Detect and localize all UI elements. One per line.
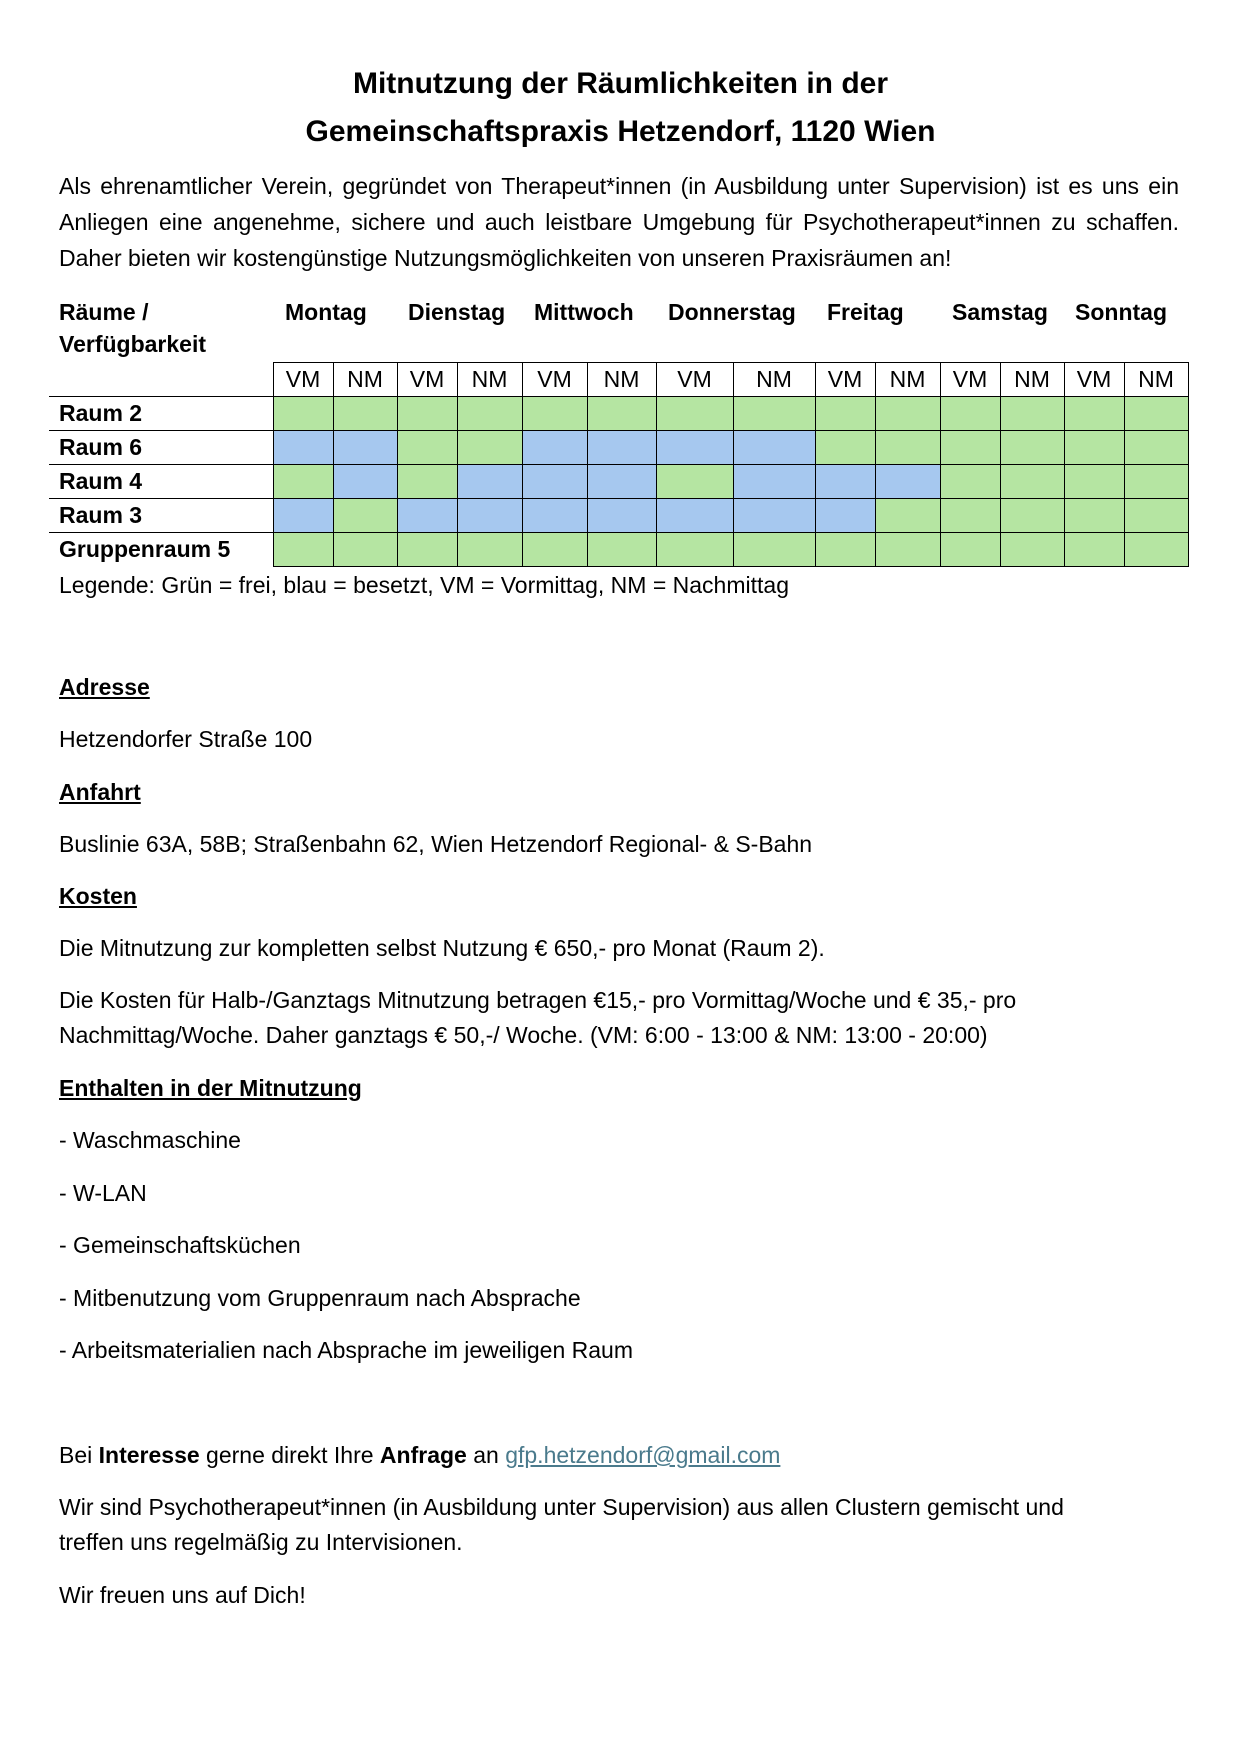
address-heading: Adresse bbox=[59, 674, 150, 700]
half-header-nm: NM bbox=[1000, 363, 1064, 397]
slot-free bbox=[1064, 431, 1124, 465]
slot-free bbox=[940, 465, 1000, 499]
slot-free bbox=[457, 397, 522, 431]
day-header-wednesday: Mittwoch bbox=[534, 299, 634, 325]
day-header-sunday: Sonntag bbox=[1075, 299, 1167, 325]
room-row bbox=[49, 533, 1188, 567]
slot-free bbox=[397, 431, 457, 465]
included-item: - Mitbenutzung vom Gruppenraum nach Absprache bbox=[59, 1285, 581, 1311]
half-header-vm: VM bbox=[1064, 363, 1124, 397]
slot-booked bbox=[522, 499, 587, 533]
included-item: - Arbeitsmaterialien nach Absprache im jeweiligen Raum bbox=[59, 1337, 634, 1363]
directions-text: Buslinie 63A, 58B; Straßenbahn 62, Wien Hetzendorf Regional- & S-Bahn bbox=[59, 831, 813, 857]
slot-booked bbox=[457, 465, 522, 499]
slot-free bbox=[1064, 465, 1124, 499]
slot-free bbox=[1064, 397, 1124, 431]
slot-free bbox=[273, 465, 333, 499]
slot-free bbox=[875, 499, 940, 533]
half-header-vm: VM bbox=[656, 363, 733, 397]
included-item: - W-LAN bbox=[59, 1180, 147, 1206]
table-legend: Legende: Grün = frei, blau = besetzt, VM = Vormittag, NM = Nachmittag bbox=[59, 572, 789, 598]
address-text: Hetzendorfer Straße 100 bbox=[59, 726, 313, 752]
slot-free bbox=[1124, 533, 1188, 567]
room-label: Raum 2 bbox=[49, 397, 273, 431]
slot-free bbox=[1124, 397, 1188, 431]
slot-booked bbox=[656, 431, 733, 465]
slot-free bbox=[1000, 465, 1064, 499]
slot-free bbox=[273, 397, 333, 431]
slot-booked bbox=[397, 499, 457, 533]
slot-free bbox=[457, 431, 522, 465]
contact-line bbox=[59, 1437, 780, 1473]
costs-heading: Kosten bbox=[59, 883, 137, 909]
table-corner-label-2: Verfügbarkeit bbox=[59, 331, 206, 357]
document-title-line-2: Gemeinschaftspraxis Hetzendorf, 1120 Wien bbox=[305, 115, 936, 148]
slot-free bbox=[1000, 499, 1064, 533]
slot-free bbox=[333, 533, 397, 567]
slot-free bbox=[1064, 499, 1124, 533]
contact-pre: Bei bbox=[59, 1442, 99, 1468]
contact-mid: gerne direkt Ihre bbox=[199, 1442, 380, 1468]
header-empty-cell bbox=[49, 363, 273, 397]
half-header-nm: NM bbox=[1124, 363, 1188, 397]
room-row bbox=[49, 499, 1188, 533]
slot-free bbox=[875, 397, 940, 431]
costs-partial-line-1: Die Kosten für Halb-/Ganztags Mitnutzung betragen €15,- pro Vormittag/Woche und € 35,- pro bbox=[59, 987, 1017, 1013]
slot-booked bbox=[522, 465, 587, 499]
document-title-line-1: Mitnutzung der Räumlichkeiten in der bbox=[352, 67, 889, 100]
half-day-header-row bbox=[49, 363, 1188, 397]
room-label: Gruppenraum 5 bbox=[49, 533, 273, 567]
half-header-vm: VM bbox=[815, 363, 875, 397]
costs-monthly: Die Mitnutzung zur kompletten selbst Nutzung € 650,- pro Monat (Raum 2). bbox=[59, 935, 825, 961]
half-header-vm: VM bbox=[397, 363, 457, 397]
directions-heading: Anfahrt bbox=[59, 779, 141, 805]
half-header-nm: NM bbox=[457, 363, 522, 397]
slot-free bbox=[815, 431, 875, 465]
slot-booked bbox=[273, 431, 333, 465]
slot-free bbox=[940, 499, 1000, 533]
slot-free bbox=[587, 397, 656, 431]
room-label: Raum 3 bbox=[49, 499, 273, 533]
slot-booked bbox=[587, 499, 656, 533]
slot-booked bbox=[733, 431, 815, 465]
slot-free bbox=[656, 397, 733, 431]
half-header-vm: VM bbox=[273, 363, 333, 397]
slot-booked bbox=[656, 499, 733, 533]
slot-free bbox=[1124, 499, 1188, 533]
email-link[interactable]: gfp.hetzendorf@gmail.com bbox=[505, 1442, 781, 1468]
day-header-friday: Freitag bbox=[827, 299, 904, 325]
slot-free bbox=[587, 533, 656, 567]
half-header-nm: NM bbox=[875, 363, 940, 397]
slot-booked bbox=[733, 499, 815, 533]
slot-free bbox=[1124, 431, 1188, 465]
day-header-monday: Montag bbox=[285, 299, 367, 325]
slot-free bbox=[815, 533, 875, 567]
slot-free bbox=[1000, 397, 1064, 431]
slot-free bbox=[397, 465, 457, 499]
slot-free bbox=[656, 465, 733, 499]
room-label: Raum 4 bbox=[49, 465, 273, 499]
slot-booked bbox=[522, 431, 587, 465]
slot-free bbox=[940, 397, 1000, 431]
contact-interest: Interesse bbox=[98, 1442, 200, 1468]
slot-free bbox=[522, 533, 587, 567]
intro-paragraph: Als ehrenamtlicher Verein, gegründet von Therapeut*innen (in Ausbildung unter Supervision) ist es uns ein Anliegen eine angenehme, sichere und auch leistbare Umgebung für Psychotherapeut*innen zu schaffen. Daher bieten wir kostengünstige Nutzungsmöglichkeiten von unseren Praxisräumen an! bbox=[59, 173, 1179, 271]
room-row bbox=[49, 431, 1188, 465]
availability-table bbox=[49, 362, 1189, 567]
slot-free bbox=[940, 533, 1000, 567]
slot-free bbox=[1000, 533, 1064, 567]
slot-booked bbox=[815, 465, 875, 499]
slot-booked bbox=[457, 499, 522, 533]
about-line-1: Wir sind Psychotherapeut*innen (in Ausbildung unter Supervision) aus allen Clustern gemischt und bbox=[59, 1494, 1064, 1520]
slot-free bbox=[815, 397, 875, 431]
room-row bbox=[49, 465, 1188, 499]
slot-booked bbox=[587, 465, 656, 499]
closing-line: Wir freuen uns auf Dich! bbox=[59, 1582, 306, 1608]
slot-free bbox=[733, 397, 815, 431]
half-header-vm: VM bbox=[940, 363, 1000, 397]
slot-free bbox=[875, 431, 940, 465]
slot-free bbox=[333, 397, 397, 431]
slot-booked bbox=[815, 499, 875, 533]
day-header-tuesday: Dienstag bbox=[408, 299, 506, 325]
table-corner-label-1: Räume / bbox=[59, 299, 149, 325]
slot-free bbox=[273, 533, 333, 567]
included-item: - Waschmaschine bbox=[59, 1127, 241, 1153]
slot-free bbox=[1000, 431, 1064, 465]
room-label: Raum 6 bbox=[49, 431, 273, 465]
slot-booked bbox=[587, 431, 656, 465]
slot-free bbox=[875, 533, 940, 567]
about-line-2: treffen uns regelmäßig zu Intervisionen. bbox=[59, 1529, 463, 1555]
slot-free bbox=[333, 499, 397, 533]
slot-free bbox=[522, 397, 587, 431]
half-header-vm: VM bbox=[522, 363, 587, 397]
included-heading: Enthalten in der Mitnutzung bbox=[59, 1075, 362, 1101]
half-header-nm: NM bbox=[587, 363, 656, 397]
costs-partial-line-2: Nachmittag/Woche. Daher ganztags € 50,-/ Woche. (VM: 6:00 - 13:00 & NM: 13:00 - 20:00) bbox=[59, 1022, 988, 1048]
slot-free bbox=[940, 431, 1000, 465]
contact-post: an bbox=[466, 1442, 506, 1468]
room-row bbox=[49, 397, 1188, 431]
slot-free bbox=[397, 397, 457, 431]
contact-request: Anfrage bbox=[379, 1442, 467, 1468]
day-header-thursday: Donnerstag bbox=[668, 299, 796, 325]
slot-free bbox=[397, 533, 457, 567]
included-item: - Gemeinschaftsküchen bbox=[59, 1232, 301, 1258]
slot-booked bbox=[733, 465, 815, 499]
half-header-nm: NM bbox=[733, 363, 815, 397]
day-header-saturday: Samstag bbox=[952, 299, 1048, 325]
slot-free bbox=[457, 533, 522, 567]
slot-booked bbox=[333, 465, 397, 499]
slot-booked bbox=[333, 431, 397, 465]
half-header-nm: NM bbox=[333, 363, 397, 397]
slot-free bbox=[1124, 465, 1188, 499]
slot-free bbox=[1064, 533, 1124, 567]
slot-free bbox=[656, 533, 733, 567]
slot-free bbox=[733, 533, 815, 567]
slot-booked bbox=[273, 499, 333, 533]
slot-booked bbox=[875, 465, 940, 499]
